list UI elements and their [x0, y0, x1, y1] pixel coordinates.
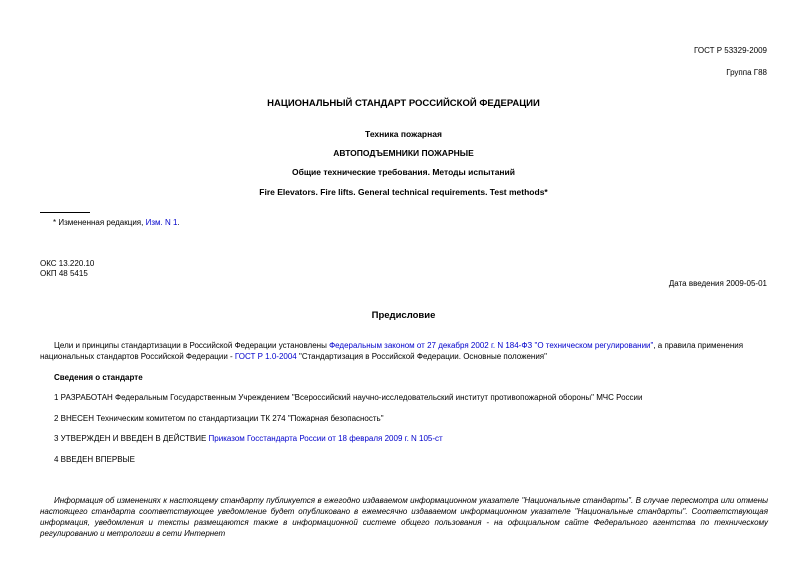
footnote-suffix: .	[177, 218, 180, 227]
footnote-prefix: * Измененная редакция,	[53, 218, 146, 227]
item-developed: 1 РАЗРАБОТАН Федеральным Государственным Учреждением "Всероссийский научно-исследовательский институт противопожарной обороны" МЧС России	[54, 393, 643, 402]
standard-info-heading: Сведения о стандарте	[54, 373, 143, 382]
standard-number: ГОСТ Р 53329-2009	[694, 46, 767, 55]
preface-text-c: "Стандартизация в Российской Федерации. Основные положения"	[296, 352, 547, 361]
standard-group: Группа Г88	[726, 68, 767, 77]
category-title: Техника пожарная	[365, 129, 442, 139]
document-subtitle: Общие технические требования. Методы испытаний	[291, 167, 516, 177]
oks-code: ОКС 13.220.10	[40, 259, 95, 268]
preface-heading: Предисловие	[371, 310, 436, 321]
footnote	[53, 218, 180, 227]
english-title: Fire Elevators. Fire lifts. General technical requirements. Test methods*	[259, 187, 548, 197]
document-name: АВТОПОДЪЕМНИКИ ПОЖАРНЫЕ	[333, 148, 474, 158]
footnote-divider	[40, 212, 90, 213]
item-approved-text: 3 УТВЕРЖДЕН И ВВЕДЕН В ДЕЙСТВИЕ	[54, 434, 209, 443]
preface-text-a: Цели и принципы стандартизации в Российской Федерации установлены	[54, 341, 330, 350]
preface-paragraph	[40, 340, 768, 362]
preface-text-b: , а правила применения национальных стандартов Российской Федерации -	[40, 341, 744, 361]
gost-link[interactable]: ГОСТ Р 1.0-2004	[234, 352, 297, 361]
national-standard-title: НАЦИОНАЛЬНЫЙ СТАНДАРТ РОССИЙСКОЙ ФЕДЕРАЦИИ	[267, 98, 540, 109]
item-introduced: 4 ВВЕДЕН ВПЕРВЫЕ	[54, 455, 135, 464]
amendment-link[interactable]: Изм. N 1	[145, 218, 178, 227]
changes-notice: Информация об изменениях к настоящему стандарту публикуется в ежегодно издаваемом информационном указателе "Национальные стандарты". В случае пересмотра или отмены настоящего стандарта соответствующее уведомление будет опубликовано в ежемесячно издаваемом информационном указателе "Национальные стандарты". Соответствующая информация, уведомления и тексты размещаются также в информационной системе общего пользования - на официальном сайте Федерального агентства по техническому регулированию и метрологии в сети Интернет	[40, 496, 768, 538]
item-submitted: 2 ВНЕСЕН Техническим комитетом по стандартизации ТК 274 "Пожарная безопасность"	[54, 414, 384, 423]
order-link[interactable]: Приказом Госстандарта России от 18 февраля 2009 г. N 105-ст	[208, 434, 443, 443]
item-approved	[54, 434, 768, 443]
okp-code: ОКП 48 5415	[40, 269, 88, 278]
introduction-date: Дата введения 2009-05-01	[668, 279, 767, 288]
federal-law-link[interactable]: Федеральным законом от 27 декабря 2002 г. N 184-ФЗ "О техническом регулировании"	[329, 341, 654, 350]
